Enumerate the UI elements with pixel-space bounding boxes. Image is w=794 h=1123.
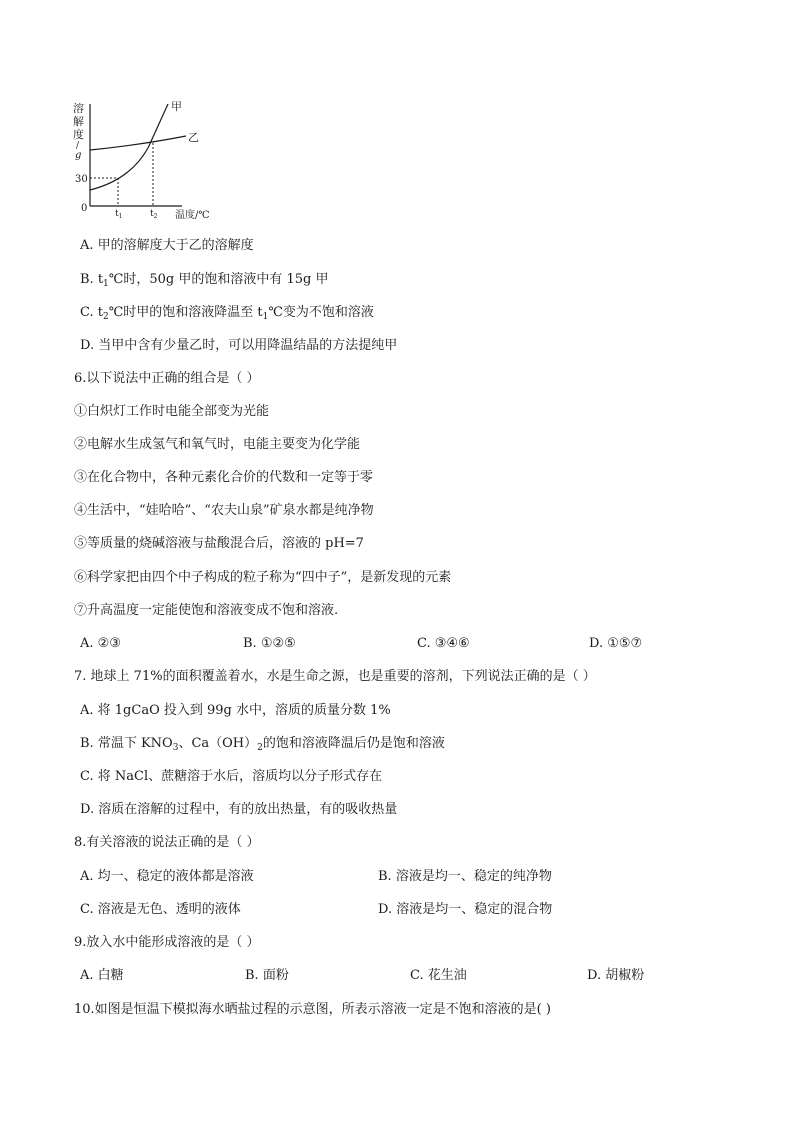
graph-curve-a bbox=[90, 104, 168, 190]
q8-stem: 8.有关溶液的说法正确的是（ ） bbox=[74, 835, 260, 850]
q6-item-4: ④生活中，“娃哈哈”、“农夫山泉”矿泉水都是纯净物 bbox=[74, 503, 374, 518]
graph-x-tick-t1: $t_1$ bbox=[115, 209, 123, 220]
graph-ylabel-1: 溶 bbox=[73, 102, 84, 115]
q8-option-b: B. 溶液是均一、稳定的纯净物 bbox=[378, 869, 552, 884]
q8-option-c: C. 溶液是无色、透明的液体 bbox=[80, 902, 241, 917]
q5-option-c: C. $t_2℃$时甲的饱和溶液降温至 $t_1℃$变为不饱和溶液 bbox=[80, 305, 374, 322]
graph-xlabel: 温度/℃ bbox=[175, 210, 210, 221]
q7-option-d: D. 溶质在溶解的过程中，有的放出热量，有的吸收热量 bbox=[80, 802, 398, 817]
solubility-graph bbox=[70, 98, 230, 223]
q6-item-5: ⑤等质量的烧碱溶液与盐酸混合后，溶液的 pH=7 bbox=[74, 536, 364, 551]
graph-y-tick-30: 30 bbox=[75, 174, 88, 185]
q7-option-c: C. 将 NaCl、蔗糖溶于水后，溶质均以分子形式存在 bbox=[80, 769, 383, 784]
q6-option-b: B. ①②⑤ bbox=[243, 636, 296, 651]
q8-option-a: A. 均一、稳定的液体都是溶液 bbox=[80, 869, 254, 884]
q10-stem: 10.如图是恒温下模拟海水晒盐过程的示意图，所表示溶液一定是不饱和溶液的是( ) bbox=[74, 1002, 551, 1017]
q6-item-6: ⑥科学家把由四个中子构成的粒子称为“四中子”，是新发现的元素 bbox=[74, 570, 452, 585]
graph-ylabel-3: 度 bbox=[73, 128, 84, 141]
graph-ylabel-2: 解 bbox=[73, 115, 84, 128]
q6-option-c: C. ③④⑥ bbox=[417, 636, 470, 651]
graph-ylabel-5: g bbox=[75, 150, 82, 161]
q7-option-b: B. 常温下 $KNO_3$、$Ca(OH)_2$的饱和溶液降温后仍是饱和溶液 bbox=[80, 736, 445, 753]
graph-x-tick-t2: $t_2$ bbox=[150, 209, 158, 220]
graph-curve-b-label: 乙 bbox=[188, 131, 199, 144]
q7-stem: 7. 地球上 71%的面积覆盖着水，水是生命之源，也是重要的溶剂，下列说法正确的是（ ） bbox=[74, 669, 596, 684]
q6-option-d: D. ①⑤⑦ bbox=[589, 636, 643, 651]
q6-item-2: ②电解水生成氢气和氧气时，电能主要变为化学能 bbox=[74, 437, 361, 452]
q9-option-a: A. 白糖 bbox=[80, 968, 124, 983]
q6-item-3: ③在化合物中，各种元素化合价的代数和一定等于零 bbox=[74, 470, 374, 485]
q6-item-1: ①白炽灯工作时电能全部变为光能 bbox=[74, 404, 270, 419]
graph-ylabel-4: / bbox=[76, 141, 80, 151]
graph-curve-a-label: 甲 bbox=[171, 100, 182, 113]
q5-option-b: B. $t_1℃$时，50g 甲的饱和溶液中有 15g 甲 bbox=[80, 272, 329, 289]
graph-origin: 0 bbox=[81, 203, 88, 214]
q9-option-d: D. 胡椒粉 bbox=[587, 968, 645, 983]
q9-option-b: B. 面粉 bbox=[245, 968, 289, 983]
q6-item-7: ⑦升高温度一定能使饱和溶液变成不饱和溶液. bbox=[74, 603, 339, 618]
q9-stem: 9.放入水中能形成溶液的是（ ） bbox=[74, 935, 260, 950]
q5-option-d: D. 当甲中含有少量乙时，可以用降温结晶的方法提纯甲 bbox=[80, 338, 398, 353]
q5-option-a: A. 甲的溶解度大于乙的溶解度 bbox=[80, 238, 254, 253]
q8-option-d: D. 溶液是均一、稳定的混合物 bbox=[378, 902, 553, 917]
graph-curve-b bbox=[90, 136, 186, 150]
q9-option-c: C. 花生油 bbox=[410, 968, 467, 983]
q6-stem: 6.以下说法中正确的组合是（ ） bbox=[74, 371, 260, 386]
q6-option-a: A. ②③ bbox=[80, 636, 121, 651]
q7-option-a: A. 将 1gCaO 投入到 99g 水中，溶质的质量分数 1% bbox=[80, 703, 391, 718]
